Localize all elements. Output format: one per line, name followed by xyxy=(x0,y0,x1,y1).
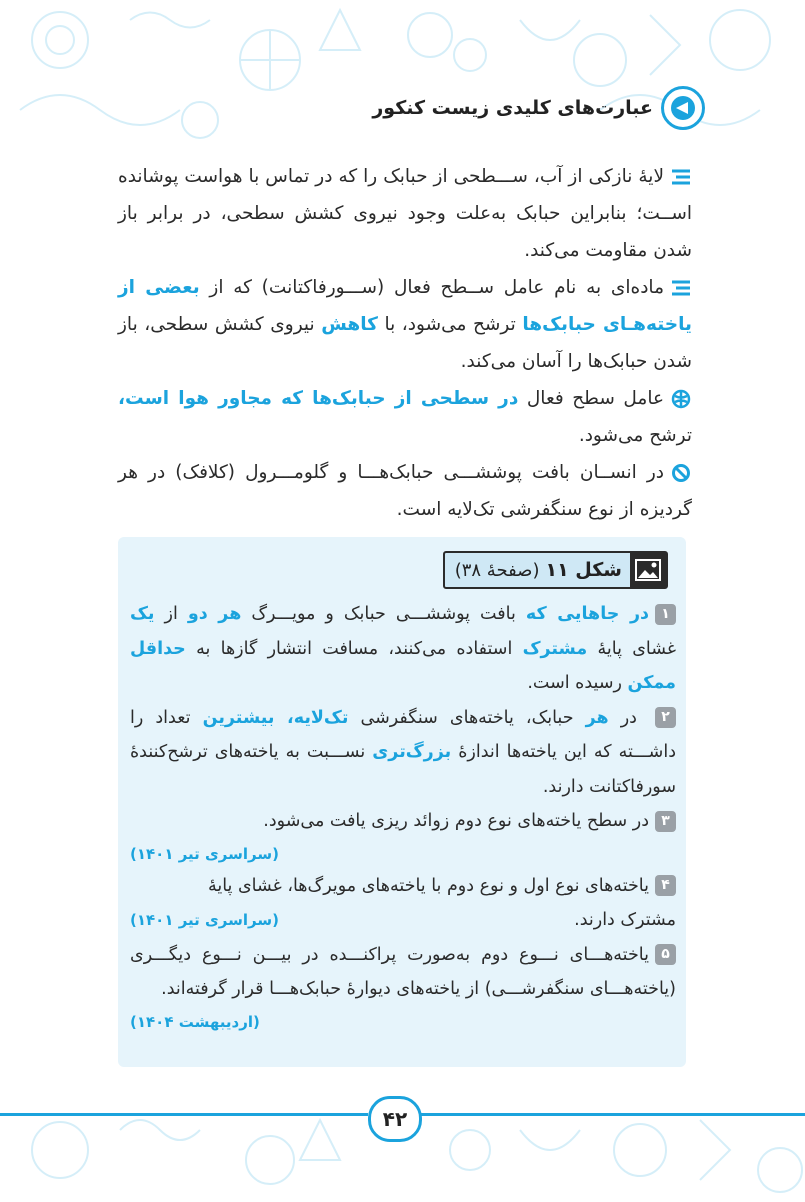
list-lines-icon xyxy=(670,278,692,298)
text: عامل سطح فعال xyxy=(518,388,664,409)
text: نســـبت به یاخته‌های ترشح‌کنندهٔ سورفاکتانت دارند. xyxy=(130,742,676,797)
figure-item-4-cont xyxy=(130,903,676,938)
text: در xyxy=(608,707,649,728)
no-sign-icon xyxy=(670,463,692,483)
highlight: مشترک xyxy=(522,638,588,659)
text: بافت پوششـــی حبابک و مویـــرگ xyxy=(241,604,526,624)
figure-page-ref: (صفحهٔ ۳۸) xyxy=(454,559,540,581)
section-title: عبارت‌های کلیدی زیست کنکور xyxy=(372,97,653,119)
text: ترشح می‌شود، با xyxy=(377,314,523,335)
paragraph-4-text: در انســان بافت پوششـــی حبابک‌هـــا و گلومـــرول (کلافک) در هر گردیزه از نوع سنگفرشی تک‌لایه است. xyxy=(118,462,692,520)
figure-item-1 xyxy=(130,597,676,701)
figure-item-5 xyxy=(130,938,676,1007)
text: از xyxy=(154,604,188,624)
footer-line-left xyxy=(0,1113,368,1116)
figure-item-3 xyxy=(130,804,676,839)
text: غشای پایهٔ xyxy=(587,638,677,659)
source-label: (سراسری تیر ۱۴۰۱) xyxy=(130,911,279,929)
footer-line-right xyxy=(418,1113,805,1116)
figure-item-2 xyxy=(130,701,676,805)
text: ترشح می‌شود. xyxy=(578,425,692,446)
text: تعداد را داشـــته که این یاخته‌ها اندازهٔ xyxy=(130,707,676,762)
highlight: هر دو xyxy=(187,604,242,624)
highlight: در جاهایی که xyxy=(525,604,649,624)
item-number-badge: ۴ xyxy=(655,875,676,896)
item-number-badge: ۳ xyxy=(655,811,676,832)
page-number: ۴۲ xyxy=(368,1096,422,1142)
highlight: تک‌لایه، بیشترین xyxy=(202,707,349,728)
highlight: یک xyxy=(130,604,155,624)
text: استفاده می‌کنند، مسافت انتشار گازها به xyxy=(185,638,523,659)
highlight: هر xyxy=(585,707,609,728)
text: در سطح یاخته‌های نوع دوم زوائد ریزی یافت می‌شود. xyxy=(263,811,649,831)
text: نیروی کشش سطحی، باز شدن حبابک‌ها را آسان می‌کند. xyxy=(118,314,692,372)
text: ماده‌ای به نام عامل ســطح فعال (ســـورفاکتانت) که از xyxy=(199,277,664,298)
highlight: بزرگ‌تری xyxy=(372,742,452,762)
figure-header xyxy=(443,551,668,589)
paragraph-3 xyxy=(118,380,692,454)
highlight: حداقل ممکن xyxy=(130,638,676,693)
text: یاخته‌های نوع اول و نوع دوم با یاخته‌های مویرگ‌ها، غشای پایهٔ xyxy=(207,875,649,896)
list-lines-icon xyxy=(670,167,692,187)
paragraph-1 xyxy=(118,158,692,269)
main-text xyxy=(118,158,692,528)
highlight: بعضی از یاخته‌هـای حبابک‌ها xyxy=(118,277,692,335)
figure-title: شکل ۱۱ xyxy=(545,559,622,581)
source-label: (اردیبهشت ۱۴۰۴) xyxy=(130,1012,260,1031)
text: یاخته‌هـــای نـــوع دوم به‌صورت پراکنـــده در بیـــن نـــوع دیگـــری (یاخته‌هـــای سنگفرشـــی) از یاخته‌های دیوارهٔ حبابک‌هـــا قرار گرفته‌اند. xyxy=(130,944,676,999)
paragraph-1-text: لایهٔ نازکی از آب، ســـطحی از حبابک را که در تماس با هواست پوشانده اســت؛ بنابراین حبابک به‌علت وجود نیروی کشش سطحی، در برابر باز شدن مقاومت می‌کند. xyxy=(118,166,692,261)
section-header xyxy=(372,86,705,130)
text: رسیده است. xyxy=(527,673,628,693)
text: مشترک دارند. xyxy=(574,910,676,930)
paragraph-2 xyxy=(118,269,692,380)
figure-items xyxy=(130,597,676,1037)
source-label: (سراسری تیر ۱۴۰۱) xyxy=(130,844,279,863)
figure-item-4 xyxy=(130,869,676,904)
highlight: کاهش xyxy=(321,314,378,335)
brain-icon xyxy=(670,389,692,409)
item-number-badge: ۱ xyxy=(655,604,676,625)
speech-bubble-logo-icon xyxy=(661,86,705,130)
image-icon xyxy=(630,553,666,587)
item-number-badge: ۵ xyxy=(655,944,676,965)
highlight: در سطحی از حبابک‌ها که مجاور هوا است، xyxy=(118,388,519,409)
text: حبابک، یاخته‌های سنگفرشی xyxy=(348,707,586,728)
item-number-badge: ۲ xyxy=(655,707,676,728)
paragraph-4 xyxy=(118,454,692,528)
figure-box xyxy=(118,537,686,1067)
